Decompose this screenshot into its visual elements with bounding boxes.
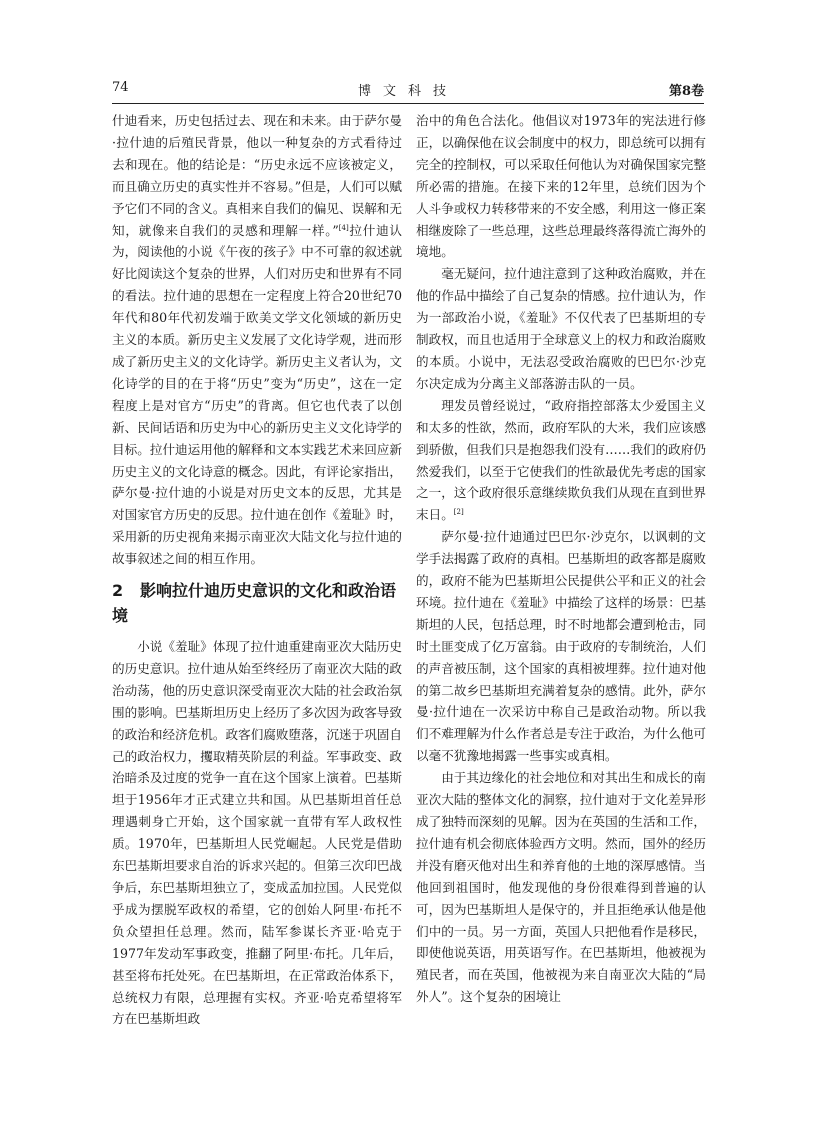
paragraph-text: 什迪看来，历史包括过去、现在和未来。由于萨尔曼·拉什迪的后殖民背景，他以一种复杂的方式看待过去和现在。他的结论是：“历史永远不应该被定义，而且确立历史的真实性并不容易。”但是，人们可以赋予它们不同的含义。真相来自我们的偏见、误解和无知，就像来自我们的灵感和理解一样。” [112, 113, 402, 238]
running-header [112, 80, 704, 102]
paragraph: 治中的角色合法化。他倡议对1973年的宪法进行修正，以确保他在议会制度中的权力，即总统可以拥有完全的控制权，可以采取任何他认为对确保国家完整所必需的措施。在接下来的12年里，总统们因为个人斗争或权力转移带来的不安全感，利用这一修正案相继废除了一些总理，这些总理最终落得流亡海外的境地。 [416, 113, 706, 260]
journal-name: 博文科技 [357, 84, 458, 99]
right-column [416, 110, 706, 1008]
paragraph-text: 拉什迪认为，阅读他的小说《午夜的孩子》中不可靠的叙述就好比阅读这个复杂的世界，人们对历史和世界有不同的看法。拉什迪的思想在一定程度上符合20世纪70年代和80年代初发端于欧美文学文化领域的新历史主义的本质。新历史主义发展了文化诗学观，进而形成了新历史主义的文化诗学。新历史主义者认为，文化诗学的目的在于将“历史”变为“历史”，这在一定程度上是对官方“历史”的背离。但它也代表了以创新、民间话语和历史为中心的新历史主义文化诗学的目标。拉什迪运用他的解释和文本实践艺术来回应新历史主义的文化诗意的概念。因此，有评论家指出，萨尔曼·拉什迪的小说是对历史文本的反思，尤其是对国家官方历史的反思。拉什迪在创作《羞耻》时，采用新的历史视角来揭示南亚次大陆文化与拉什迪的故事叙述之间的相互作用。 [112, 222, 403, 567]
left-column [112, 110, 402, 1030]
section-title: 影响拉什迪历史意识的文化和政治语境 [112, 581, 397, 626]
section-heading [112, 578, 402, 628]
citation-ref: [4] [338, 223, 349, 232]
paragraph: 小说《羞耻》体现了拉什迪重建南亚次大陆历史的历史意识。拉什迪从始至终经历了南亚次大陆的政治动荡，他的历史意识深受南亚次大陆的社会政治氛围的影响。巴基斯坦历史上经历了多次因为政客导致的政治和经济危机。政客们腐败堕落，沉迷于巩固自己的政治权力，攫取精英阶层的利益。军事政变、政治暗杀及过度的党争一直在这个国家上演着。巴基斯坦于1956年才正式建立共和国。从巴基斯坦首任总理遇刺身亡开始，这个国家就一直带有军人政权性质。1970年，巴基斯坦人民党崛起。人民党是借助东巴基斯坦要求自治的诉求兴起的。但第三次印巴战争后，东巴基斯坦独立了，变成孟加拉国。人民党似乎成为摆脱军政权的希望，它的创始人阿里·布托不负众望担任总理。然而，陆军参谋长齐亚·哈克于1977年发动军事政变，推翻了阿里·布托。几年后，甚至将布托处死。在巴基斯坦，在正常政治体系下，总统权力有限，总理握有实权。齐亚·哈克希望将军方在巴基斯坦政 [112, 639, 402, 1027]
citation-ref: [2] [453, 508, 464, 517]
paragraph [112, 110, 402, 570]
page-number: 74 [112, 80, 129, 95]
header-rule [112, 103, 704, 104]
paragraph: 萨尔曼·拉什迪通过巴巴尔·沙克尔，以讽刺的文学手法揭露了政府的真相。巴基斯坦的政客都是腐败的，政府不能为巴基斯坦公民提供公平和正义的社会环境。拉什迪在《羞耻》中描绘了这样的场景：巴基斯坦的人民，包括总理，时不时地都会遭到枪击，同时土匪变成了亿万富翁。由于政府的专制统治，人们的声音被压制，这个国家的真相被埋葬。拉什迪对他的第二故乡巴基斯坦充满着复杂的感情。此外，萨尔曼·拉什迪在一次采访中称自己是政治动物。所以我们不难理解为什么作者总是专注于政治，为什么他可以毫不犹豫地揭露一些事实或真相。 [416, 529, 706, 764]
paragraph-text: 理发员曾经说过，“政府指控部落太少爱国主义和太多的性欲，然而，政府军队的大米，我们应该感到骄傲，但我们只是抱怨我们没有……我们的政府仍然爱我们，以至于它使我们的性欲最优先考虑的国家之一，这个政府很乐意继续欺负我们从现在直到世界末日。 [416, 397, 706, 523]
paragraph: 毫无疑问，拉什迪注意到了这种政治腐败，并在他的作品中描绘了自己复杂的情感。拉什迪认为，作为一部政治小说，《羞耻》不仅代表了巴基斯坦的专制政权，而且也适用于全球意义上的权力和政治腐败的本质。小说中，无法忍受政治腐败的巴巴尔·沙克尔决定成为分离主义部落游击队的一员。 [416, 266, 706, 391]
volume-label: 第8卷 [668, 84, 704, 99]
section-number: 2 [112, 581, 124, 601]
paragraph: 由于其边缘化的社会地位和对其出生和成长的南亚次大陆的整体文化的洞察，拉什迪对于文化差异形成了独特而深刻的见解。因为在英国的生活和工作，拉什迪有机会彻底体验西方文明。然而，国外的经历并没有磨灭他对出生和养育他的土地的深厚感情。当他回到祖国时，他发现他的身份很难得到普遍的认可，因为巴基斯坦人是保守的，并且拒绝承认他是他们中的一员。另一方面，英国人只把他看作是移民，即使他说英语，用英语写作。在巴基斯坦，他被视为殖民者，而在英国，他被视为来自南亚次大陆的“局外人”。这个复杂的困境让 [416, 770, 706, 1005]
paragraph [416, 395, 706, 526]
